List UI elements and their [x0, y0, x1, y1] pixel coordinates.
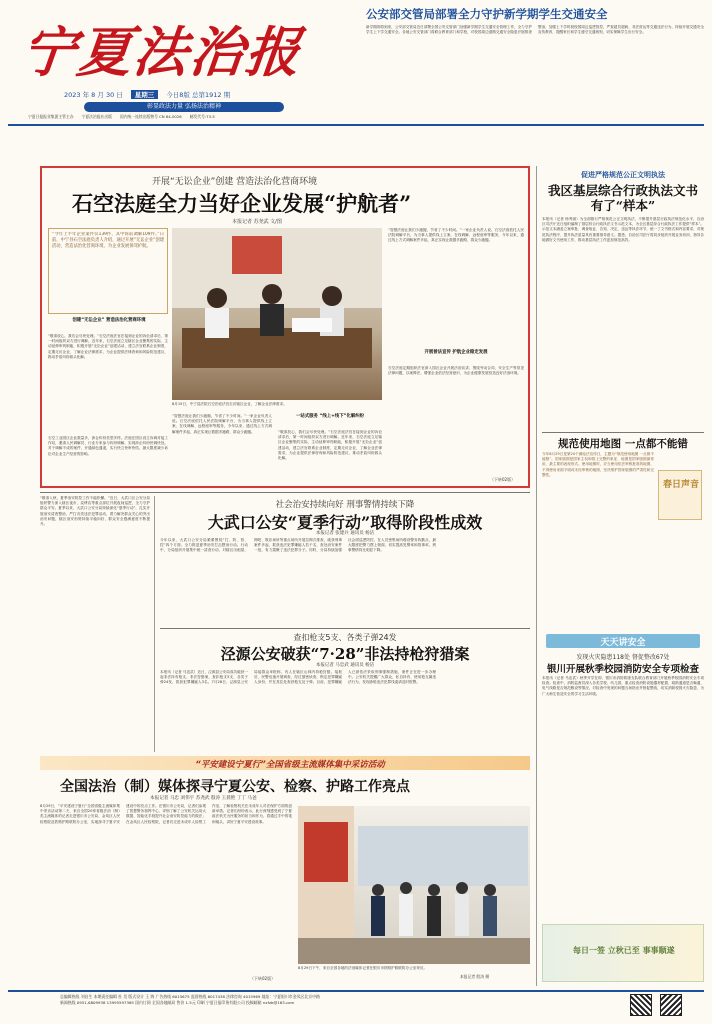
mid-byline: 本报记者 张建兵 通讯员 杨洁 — [315, 531, 375, 536]
feature-sub1: 创建“无讼企业” 营造法治化营商环境 — [72, 318, 146, 323]
rc-rule-1 — [542, 432, 704, 433]
footer-rule — [8, 990, 704, 992]
weekday: 星期三 — [131, 90, 159, 99]
masthead — [8, 6, 360, 126]
postal-code: 邮发代号:73-5 — [189, 114, 215, 119]
masthead-info-line — [28, 114, 358, 122]
rc-map-body: 今年8月29日是第20个测绘法宣传日，主题为“规范使用地图 一点都不能错”。国家版图是国家主权和领土完整的象征，地图是国家版图最常用、最主要的表现形式。使用地图时，应当使用依法审核批准的地图，不得使用来源不明或未经审核的地图，坚决维护国家版图的严肃性和完整性。 — [542, 452, 654, 477]
feature-photo-scene — [172, 228, 382, 400]
rc-safety-kicker: 发现火灾隐患118处 督促整改67处 — [576, 654, 670, 661]
top-article — [366, 6, 704, 122]
mid-kicker: 社会治安持续向好 刑事警情持续下降 — [275, 500, 415, 510]
feature-body1: “敬请放心，我们会尽快处理。”石空法庭法官在接到企业的诉讼请求后，第一时间组织双方进行调解。近年来，石空法庭立足辖区企业聚集的实际，主动延伸审判职能，积极开展“无讼企业”创建活动，建立法官联系企业制度，定期走访企业，了解企业法律需求，为企业提供法律咨询和风险防范建议，推动矛盾纠纷源头化解。 — [48, 334, 168, 359]
qr-code-2 — [660, 994, 682, 1016]
right-column-rule — [536, 166, 537, 986]
mid-byline2: 本报记者 马忠武 通讯员 杨洁 — [315, 663, 375, 668]
feature-kicker: 开展“无讼企业”创建 营造法治化营商环境 — [152, 177, 318, 187]
mid-headline2: 泾源公安破获“7·28”非法持枪狩猎案 — [220, 645, 470, 663]
bottom-photo-caption: 8月29日下午，来自全国各地的法治媒体记者在银川市铁路护路联防办公室采访。 — [298, 966, 428, 970]
bottom-photo — [298, 806, 530, 964]
campaign-banner-text: “平安建设宁夏行”全国省级主流媒体集中采访活动 — [195, 760, 385, 770]
feature-photo — [172, 228, 382, 400]
rc-safety-body: 本报讯（记者 马忠武）秋季开学在即，银川市消防救援支队联合教育部门开展秋季校园消防安全专项检查。检查中，消防监督员深入各类学校、幼儿园，重点检查消防设施器材配置、疏散通道是否畅通、电气线路是否规范敷设等情况，对检查中发现的问题当场指出并督促整改，切实消除校园火灾隐患，为广大师生营造安全的学习生活环境。 — [542, 676, 704, 696]
chunqiu-label: 春日声音 — [663, 480, 700, 490]
bottom-byline: 本报记者 马忠 刘伟宇 苏尧武 殷涛 王晨艳 丁丁 马爸 — [150, 796, 257, 801]
feature-sub3: 开展普法宣传 护航企业稳定发展 — [424, 350, 488, 355]
rc-kicker: 促进严格规范公正文明执法 — [581, 171, 665, 179]
footer — [60, 994, 620, 1018]
bottom-photo-scene — [298, 806, 530, 964]
rc-headline: 我区基层综合行政执法文书有了“样本” — [547, 183, 698, 213]
wall-banner — [232, 236, 282, 274]
qr-code-1 — [630, 994, 652, 1016]
feature-byline: 本报记者 苏尧武 文/图 — [232, 219, 282, 225]
sign-card — [542, 924, 704, 982]
mid-left-body: “敬请入秋，夏季治安防控工作不能松懈。”近日，大武口区公安分局组织警力深入辖区夜市、烧烤店等重点部位开展夜间巡逻，全力守护群众平安。夏季以来，大武口公安分局持续深化“夏季行动”，扎实开展治安清查整治，严打各类违法犯罪活动，着力解决群众关心的突出治安问题，辖区治安形势持续平稳向好，群众安全感满意度不断提升。 — [40, 496, 150, 527]
top-article-headline: 公安部交管局部署全力守护新学期学生交通安全 — [366, 7, 608, 21]
footer-line-1: 总编辑热线 刘启生 本期责任编辑 杜 昊 版式设计 王 海 广告热线 6015675 监督热线 6017438 法律咨询 4015969 地址：宁夏银川市金凤区北京中路 — [60, 994, 320, 999]
bottom-photo-credit: 本报记者 殷涛 摄 — [460, 974, 489, 979]
rc-safety-headline: 银川开展秋季校园消防安全专项检查 — [546, 664, 699, 675]
sign-text: 每日一签 立秋已至 事事顺遂 — [573, 945, 675, 955]
feature-article — [40, 166, 530, 488]
issue-date: 2023 年 8 月 30 日 — [64, 90, 123, 99]
footer-line-2: 新闻热线 0951-6809938 13995597365 国内订阅 全国各地邮局 售价 1.5元 印刷 宁夏日报印务有限公司 投稿邮箱 nxfzb@163.com — [60, 1000, 295, 1005]
feature-intro: “今年上半年企业案件仅139件，其中诉前调解109件。”日前，中宁县石空法庭负责人介绍，通过开展“无讼企业”创建活动，营造法治化营商环境，为企业发展保驾护航。 — [52, 232, 164, 249]
date-bar — [64, 88, 354, 100]
feature-body-right: “智慧法庭让我们少跑腿，节省了不少时间。”一家企业负责人说。石空法庭依托人民法院调解平台，为当事人提供线上立案、在线调解、远程庭审等服务，今年以来，通过线上方式调解案件多起，真正实现让数据多跑路、群众少跑腿。 — [388, 228, 524, 243]
publisher: 宁夏日报报业集团主管主办 — [28, 114, 74, 119]
feature-continued: （下转02版） — [490, 477, 516, 482]
rc-body: 本报讯（记者 杨秀丽）为全面推行严格规范公正文明执法，不断提升基层行政执法规范化水平，自治区司法厅近日组织编制了基层综合行政执法文书示范文本，为全区基层综合行政执法工作提供“样本”。示范文本涵盖立案审批、调查取证、告知、决定、送达等执法环节，统一了文书格式和内容要求，对规范执法程序、提升执法质量具有重要指导意义。据悉，自治区司法厅将同步组织开展业务培训，指导各地做好文书使用工作，推动基层执法工作更加规范高效。 — [542, 217, 704, 242]
campaign-banner — [40, 756, 530, 770]
bottom-body: 8月29日，“平安建设宁夏行”全国省级主流媒体集中采访活动第二天，来自全国20家省级法治（制）类主流媒体的记者走进银川市公安局、金凤区人民检察院及铁路护路联防办公室，实地探寻宁夏平安建设中的亮点工作。在银川市公安局，记者们参观了智慧警务指挥中心，详细了解了公安机关运用大数据、智能化手段提升社会治安防控能力的做法；在金凤区人民检察院，记者们走进未成年人检察工作室，了解检察机关在未成年人司法保护方面的创新举措。记者们纷纷表示，此行深刻感受到了宁夏政法机关为民服务的担当和作为，将通过手中的笔和镜头，讲好宁夏平安建设故事。 — [40, 804, 292, 824]
tiantian-label: 天天讲安全 — [600, 638, 646, 648]
masthead-title: 宁夏法治报 — [18, 20, 305, 84]
mid-left-rule — [154, 496, 155, 752]
mid-body2: 本报讯（记者 马忠武）近日，泾源县公安局成功破获一起非法持有枪支、非法狩猎案，查扣枪支5支、各类子弹24发，抓获犯罪嫌疑人3名。7月28日，泾源县公安局接群众举报称，有人在辖区山林内持枪狩猎。接报后，民警迅速开展调查，经过缜密侦查，锁定犯罪嫌疑人身份，并在其住处查获枪支及子弹。目前，犯罪嫌疑人已被依法采取刑事强制措施，案件正在进一步办理中。公安机关提醒广大群众，私自持有、使用枪支属违法行为，发现涉枪违法犯罪线索请及时报警。 — [160, 670, 436, 685]
exhibit-board — [304, 822, 348, 882]
middle-top-rule — [40, 492, 530, 493]
mid-headline: 大武口公安“夏季行动”取得阶段性成效 — [207, 513, 483, 532]
feature-sub2: 一站式服务 “线上+线下”化解纠纷 — [295, 414, 365, 419]
mid-body: 今年以来，大武口公安分局紧紧围绕“打、防、管、控”四个方面，全力推进夏季治安打击整治行动。行动中，分局组织开展集中统一清查行动，对辖区出租屋、网吧、娱乐场所等重点场所开展拉网式排查，破获刑事案件多起，抓获违法犯罪嫌疑人若干名，查处治安案件一批，有力震慑了违法犯罪分子。同时，分局持续加强社会面巡逻防控，在人员密集场所增设警务执勤点，最大限度把警力摆上街面，切实提高见警率和管事率，刑事警情同比明显下降。 — [160, 538, 436, 553]
feature-headline: 石空法庭全力当好企业发展“护航者” — [72, 191, 412, 216]
feature-body2: 石空工业园区企业数量多，涉企纠纷类型多样。法庭在园区设立诉调对接工作站，邀请人民调解员、行业专家参与纠纷调解，实现涉企纠纷快调快处。对于调解不成的案件，开通绿色通道，实行快立快审快结，最大限度减少诉讼对企业生产经营的影响。 — [48, 436, 168, 456]
feature-intro-box — [48, 228, 168, 314]
chunqiu-box — [658, 470, 702, 520]
bottom-continued: （下转02版） — [250, 976, 276, 981]
page-count: 今日8版 总第1912 期 — [166, 90, 231, 99]
rc-map-headline: 规范使用地图 一点都不能错 — [558, 438, 688, 450]
feature-body3: “智慧法庭让我们少跑腿，节省了不少时间。”一家企业负责人说。石空法庭依托人民法院调解平台，为当事人提供线上立案、在线调解、远程庭审等服务，今年以来，通过线上方式调解案件多起，真正实现让数据多跑路、群众少跑腿。 — [172, 414, 272, 434]
feature-body4: 石空法庭定期组织法官深入园区企业开展法治宣讲，围绕劳动合同、安全生产等常见法律问题，以案释法，增强企业依法经营意识，为企业健康发展营造良好法治环境。 — [388, 366, 524, 376]
feature-photo-caption: 8月15日，中宁县法院石空法庭法官走访辖区企业，了解企业法律需求。 — [172, 402, 287, 406]
mid-kicker2: 查扣枪支5支、各类子弹24发 — [293, 633, 397, 642]
mid-rule-2 — [160, 628, 530, 629]
bottom-headline: 全国法治（制）媒体探寻宁夏公安、检察、护路工作亮点 — [60, 779, 410, 795]
slogan: 彰显政法力量 弘扬法治精神 — [147, 103, 221, 110]
feature-body3b: “敬请放心，我们会尽快处理。”石空法庭法官在接到企业的诉讼请求后，第一时间组织双方进行调解。近年来，石空法庭立足辖区企业聚集的实际，主动延伸审判职能，积极开展“无讼企业”创建活动，建立法官联系企业制度，定期走访企业，了解企业法律需求，为企业提供法律咨询和风险防范建议，推动矛盾纠纷源头化解。 — [278, 430, 382, 461]
tiantian-banner — [546, 634, 700, 648]
co-publisher: 宁夏法治报社出版 — [81, 114, 112, 119]
cn-number: 国内统一连续出版物号 CN 64-0026 — [119, 114, 182, 119]
top-article-body: 新学期即将到来，公安部交管局近日部署全国公安交管部门加强新学期学生交通安全管理工作，全力守护学生上下学交通安全。各地公安交管部门将联合教育部门和学校，对校园周边道路交通安全隐患开展排查整治，加强上下学时段校园周边巡逻管控，严查超员超载、非法营运等交通违法行为，持续开展交通安全宣传教育，提醒家长和学生遵守交通规则，切实保障学生出行安全。 — [366, 25, 704, 35]
slogan-bar — [84, 102, 284, 112]
right-column — [542, 170, 704, 985]
